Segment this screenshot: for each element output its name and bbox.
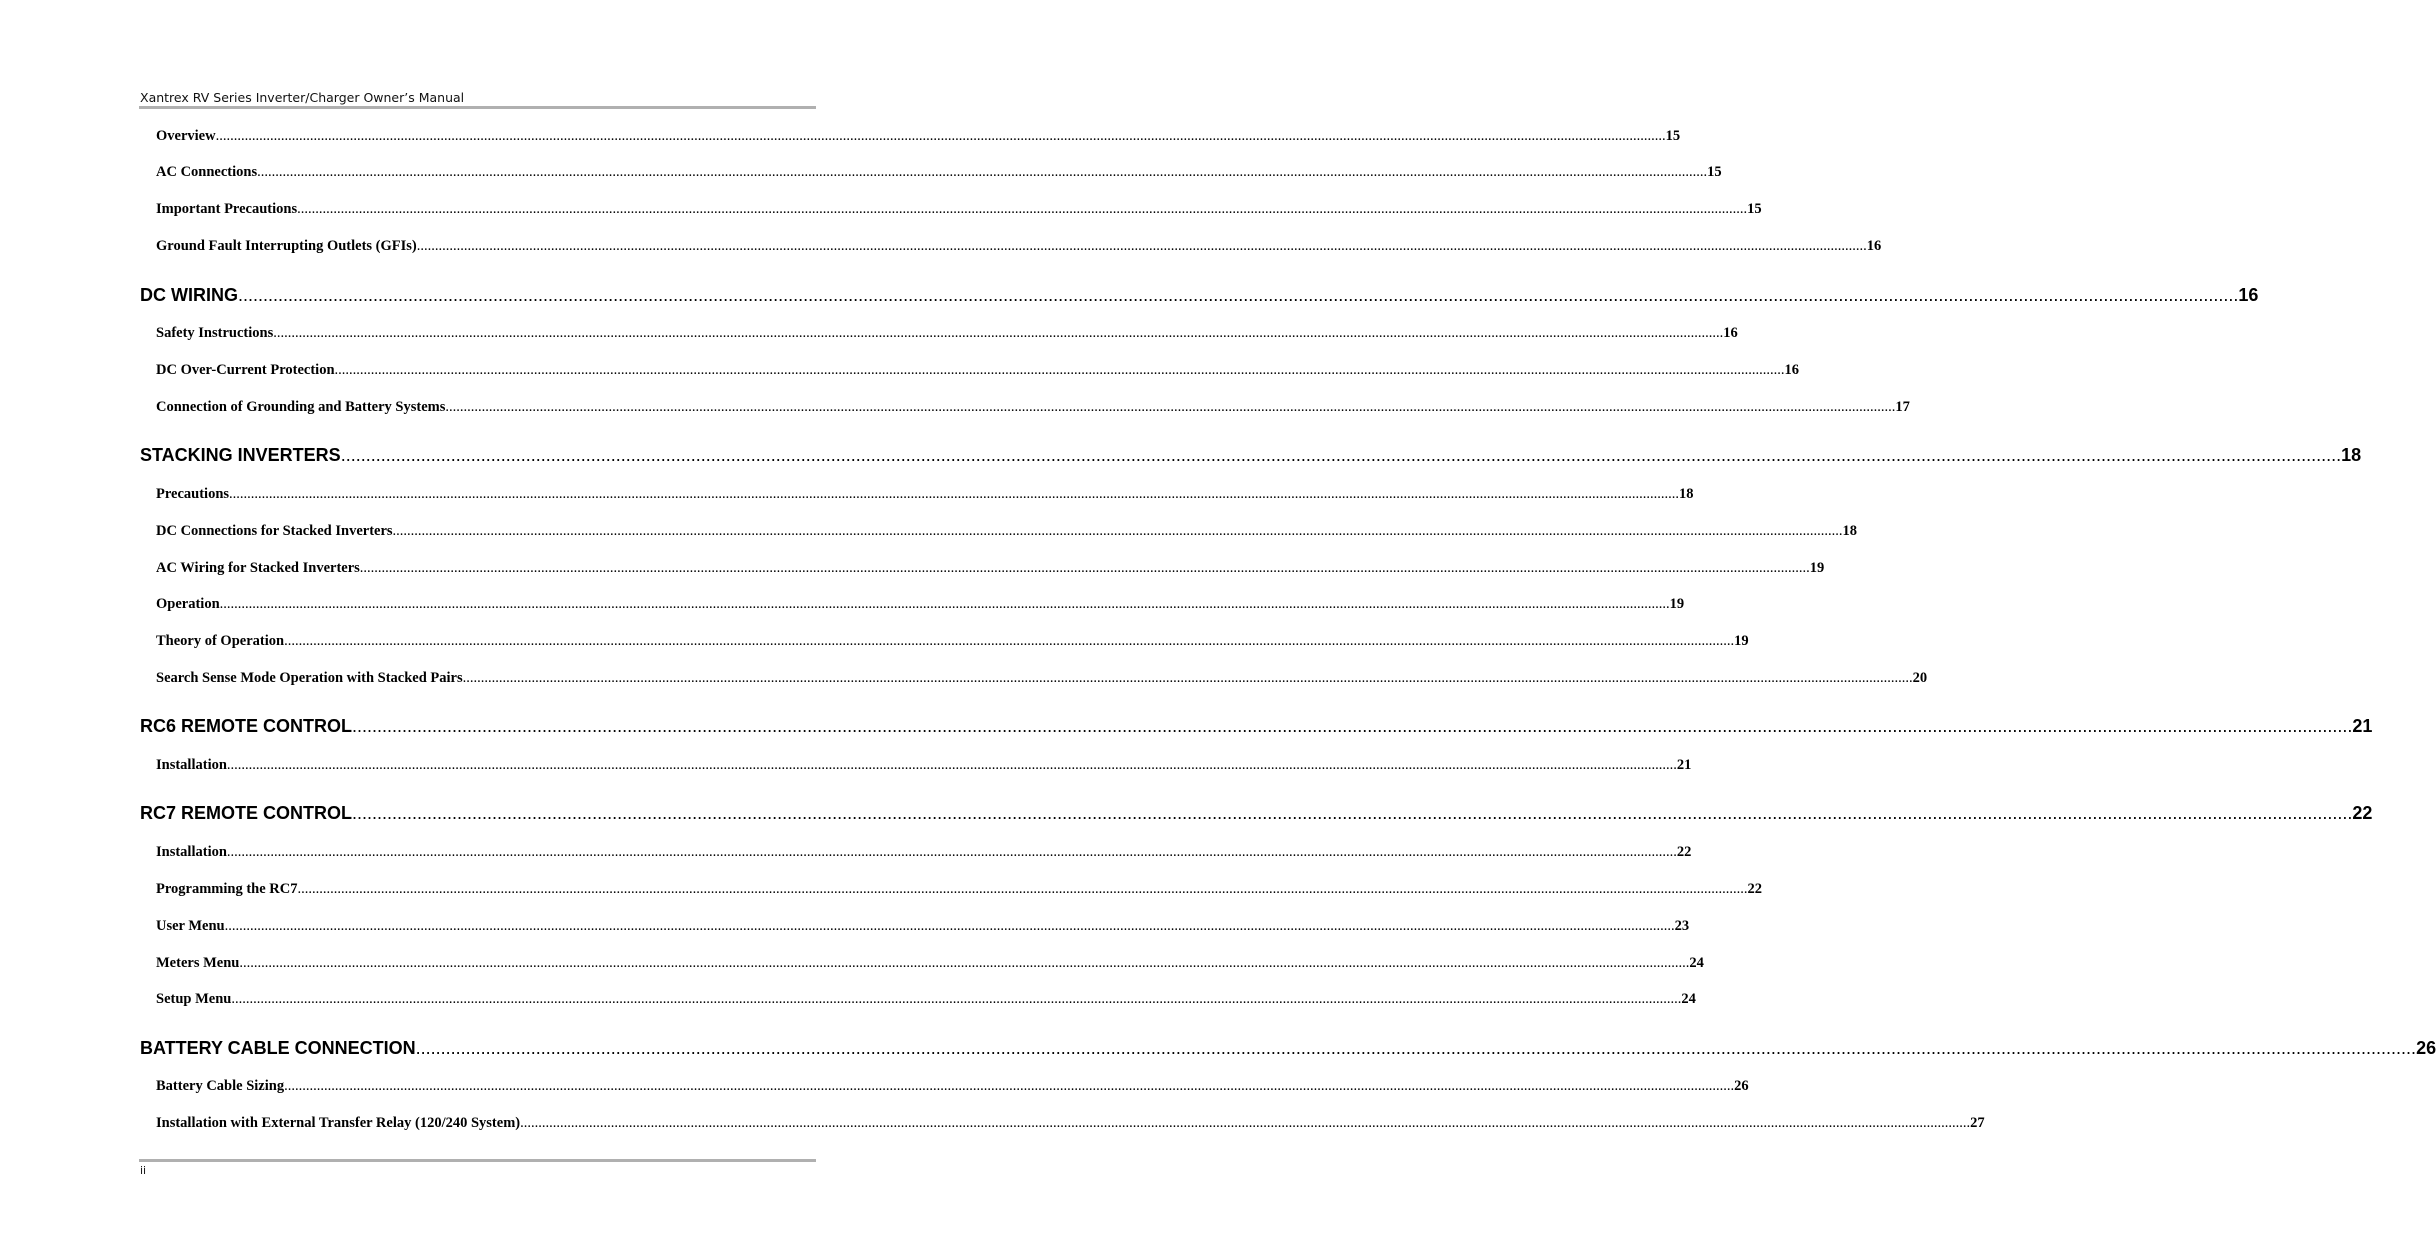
toc-entry[interactable] xyxy=(156,362,1800,379)
header-rule xyxy=(139,106,816,109)
toc-entry[interactable] xyxy=(156,523,1858,540)
toc-entry[interactable] xyxy=(156,844,1692,861)
toc-entry-page: 16 xyxy=(1723,325,1738,341)
toc-leader-dots: ................................................................................................................................................................................................................................................................................................................................................................................................................ xyxy=(238,285,2239,305)
toc-entry-title: DC Connections for Stacked Inverters xyxy=(156,523,393,539)
toc-entry-title: Battery Cable Sizing xyxy=(156,1078,285,1094)
toc-entry-page: 16 xyxy=(2238,285,2259,305)
toc-entry[interactable] xyxy=(156,955,1704,972)
toc-leader-dots: ................................................................................................................................................................................................................................................................................................................................................................................................................ xyxy=(226,844,1677,860)
toc-leader-dots: ................................................................................................................................................................................................................................................................................................................................................................................................................ xyxy=(445,399,1896,415)
toc-leader-dots: ................................................................................................................................................................................................................................................................................................................................................................................................................ xyxy=(392,523,1843,539)
toc-entry[interactable] xyxy=(156,128,1681,145)
toc-entry-title: Installation with External Transfer Relay (120/240 System) xyxy=(156,1115,521,1131)
toc-leader-dots: ................................................................................................................................................................................................................................................................................................................................................................................................................ xyxy=(257,164,1708,180)
toc-leader-dots: ................................................................................................................................................................................................................................................................................................................................................................................................................ xyxy=(462,670,1913,686)
toc-entry[interactable] xyxy=(156,325,1738,342)
toc-entry[interactable] xyxy=(156,201,1762,218)
toc-entry[interactable] xyxy=(156,238,1882,255)
toc-entry-title: AC Connections xyxy=(156,164,258,180)
toc-entry-title: DC Over-Current Protection xyxy=(156,362,335,378)
toc-entry[interactable] xyxy=(140,716,2373,737)
toc-entry[interactable] xyxy=(156,486,1694,503)
toc-entry[interactable] xyxy=(156,757,1692,774)
toc-entry-title: User Menu xyxy=(156,918,225,934)
toc-entry[interactable] xyxy=(156,918,1690,935)
toc-entry-page: 24 xyxy=(1681,991,1696,1007)
toc-entry-title: Operation xyxy=(156,596,220,612)
toc-leader-dots: ................................................................................................................................................................................................................................................................................................................................................................................................................ xyxy=(229,486,1680,502)
toc-entry-title: BATTERY CABLE CONNECTION xyxy=(140,1038,416,1058)
toc-entry-title: RC7 REMOTE CONTROL xyxy=(140,803,353,823)
toc-leader-dots: ................................................................................................................................................................................................................................................................................................................................................................................................................ xyxy=(416,238,1867,254)
toc-entry-page: 20 xyxy=(1912,670,1928,686)
toc-entry-page: 21 xyxy=(1676,757,1692,773)
toc-entry-title: Installation xyxy=(156,844,227,860)
toc-leader-dots: ................................................................................................................................................................................................................................................................................................................................................................................................................ xyxy=(273,325,1724,341)
toc-entry[interactable] xyxy=(140,285,2259,306)
toc-leader-dots: ................................................................................................................................................................................................................................................................................................................................................................................................................ xyxy=(226,757,1677,773)
toc-entry-page: 17 xyxy=(1895,399,1910,415)
toc-entry[interactable] xyxy=(140,445,2362,466)
toc-leader-dots: ................................................................................................................................................................................................................................................................................................................................................................................................................ xyxy=(224,918,1675,934)
toc-entry-page: 19 xyxy=(1734,633,1749,649)
toc-leader-dots: ................................................................................................................................................................................................................................................................................................................................................................................................................ xyxy=(297,881,1748,897)
toc-entry-title: Meters Menu xyxy=(156,955,240,971)
toc-entry-page: 22 xyxy=(1747,881,1762,897)
toc-leader-dots: ................................................................................................................................................................................................................................................................................................................................................................................................................ xyxy=(352,803,2353,823)
toc-entry-title: Programming the RC7 xyxy=(156,881,298,897)
toc-entry-page: 15 xyxy=(1665,128,1681,144)
toc-leader-dots: ................................................................................................................................................................................................................................................................................................................................................................................................................ xyxy=(359,560,1810,576)
toc-entry-page: 15 xyxy=(1747,201,1762,217)
toc-entry-page: 16 xyxy=(1784,362,1800,378)
toc-entry-page: 15 xyxy=(1707,164,1722,180)
toc-entry-title: Precautions xyxy=(156,486,230,502)
toc-leader-dots: ................................................................................................................................................................................................................................................................................................................................................................................................................ xyxy=(334,362,1785,378)
toc-entry[interactable] xyxy=(156,670,1928,687)
toc-entry-title: Connection of Grounding and Battery Systems xyxy=(156,399,446,415)
toc-entry-title: Important Precautions xyxy=(156,201,298,217)
toc-entry-page: 16 xyxy=(1866,238,1882,254)
toc-entry-title: Safety Instructions xyxy=(156,325,274,341)
toc-entry-page: 18 xyxy=(1842,523,1858,539)
toc-entry-page: 19 xyxy=(1669,596,1685,612)
toc-entry-page: 23 xyxy=(1674,918,1690,934)
toc-entry-page: 18 xyxy=(1679,486,1694,502)
toc-entry-title: Theory of Operation xyxy=(156,633,285,649)
toc-entry-page: 22 xyxy=(2352,803,2373,823)
toc-entry-page: 27 xyxy=(1970,1115,1985,1131)
toc-entry[interactable] xyxy=(156,1078,1749,1095)
page-number: ii xyxy=(140,1164,147,1177)
toc-entry-page: 18 xyxy=(2341,445,2362,465)
toc-leader-dots: ................................................................................................................................................................................................................................................................................................................................................................................................................ xyxy=(415,1038,2417,1058)
toc-leader-dots: ................................................................................................................................................................................................................................................................................................................................................................................................................ xyxy=(219,596,1670,612)
toc-entry-page: 19 xyxy=(1809,560,1825,576)
toc-entry-title: AC Wiring for Stacked Inverters xyxy=(156,560,360,576)
toc-entry-page: 26 xyxy=(1734,1078,1749,1094)
toc-leader-dots: ................................................................................................................................................................................................................................................................................................................................................................................................................ xyxy=(297,201,1748,217)
toc-entry-title: Setup Menu xyxy=(156,991,232,1007)
toc-leader-dots: ................................................................................................................................................................................................................................................................................................................................................................................................................ xyxy=(352,716,2353,736)
toc-entry-page: 26 xyxy=(2416,1038,2436,1058)
toc-leader-dots: ................................................................................................................................................................................................................................................................................................................................................................................................................ xyxy=(340,445,2342,465)
toc-entry[interactable] xyxy=(156,399,1910,416)
toc-entry-title: STACKING INVERTERS xyxy=(140,445,341,465)
toc-leader-dots: ................................................................................................................................................................................................................................................................................................................................................................................................................ xyxy=(520,1115,1971,1131)
toc-entry[interactable] xyxy=(156,633,1749,650)
toc-entry-title: DC WIRING xyxy=(140,285,238,305)
toc-entry[interactable] xyxy=(156,991,1696,1008)
toc-entry-title: Overview xyxy=(156,128,216,144)
toc-leader-dots: ................................................................................................................................................................................................................................................................................................................................................................................................................ xyxy=(231,991,1682,1007)
toc-entry[interactable] xyxy=(156,1115,1985,1132)
toc-entry-title: Ground Fault Interrupting Outlets (GFIs) xyxy=(156,238,417,254)
toc-entry[interactable] xyxy=(140,803,2373,824)
toc-leader-dots: ................................................................................................................................................................................................................................................................................................................................................................................................................ xyxy=(284,633,1735,649)
toc-leader-dots: ................................................................................................................................................................................................................................................................................................................................................................................................................ xyxy=(284,1078,1735,1094)
toc-entry[interactable] xyxy=(156,560,1825,577)
footer-rule xyxy=(139,1159,816,1162)
toc-entry-page: 24 xyxy=(1689,955,1704,971)
toc-entry[interactable] xyxy=(156,596,1685,613)
toc-entry-title: Search Sense Mode Operation with Stacked Pairs xyxy=(156,670,463,686)
toc-leader-dots: ................................................................................................................................................................................................................................................................................................................................................................................................................ xyxy=(239,955,1690,971)
toc-entry-title: RC6 REMOTE CONTROL xyxy=(140,716,353,736)
toc-entry-page: 22 xyxy=(1676,844,1692,860)
toc-entry[interactable] xyxy=(156,881,1762,898)
toc-entry[interactable] xyxy=(140,1038,2436,1059)
toc-entry-title: Installation xyxy=(156,757,227,773)
running-header: Xantrex RV Series Inverter/Charger Owner’s Manual xyxy=(140,90,465,105)
toc-leader-dots: ................................................................................................................................................................................................................................................................................................................................................................................................................ xyxy=(215,128,1666,144)
toc-entry[interactable] xyxy=(156,164,1722,181)
toc-entry-page: 21 xyxy=(2352,716,2373,736)
